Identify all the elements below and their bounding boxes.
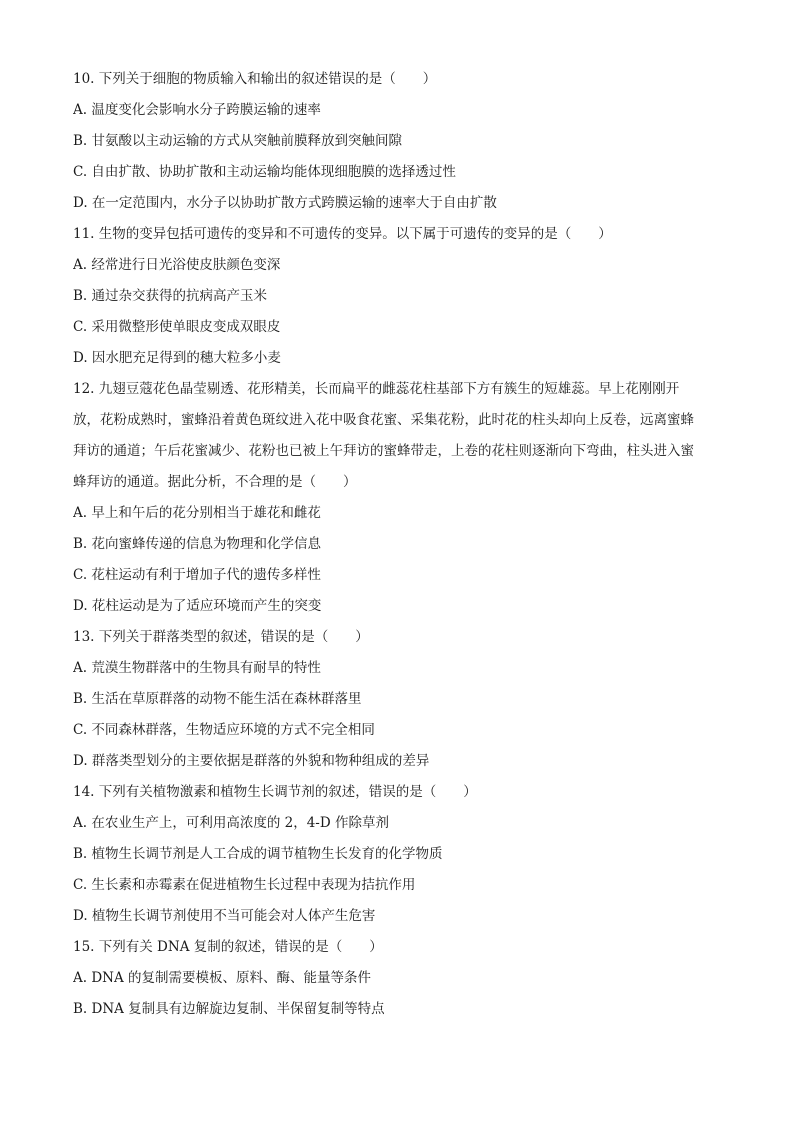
option-d: D. 在一定范围内，水分子以协助扩散方式跨膜运输的速率大于自由扩散	[73, 195, 497, 211]
option-b: B. 植物生长调节剂是人工合成的调节植物生长发育的化学物质	[73, 846, 443, 862]
stem-line: 蜂拜访的通道。据此分析，不合理的是（ ）	[73, 474, 357, 490]
option-a: A. 在农业生产上，可利用高浓度的 2，4-D 作除草剂	[73, 815, 389, 831]
option-c: C. 采用微整形使单眼皮变成双眼皮	[73, 319, 281, 335]
option-b: B. 甘氨酸以主动运输的方式从突触前膜释放到突触间隙	[73, 133, 403, 149]
option-a: A. 荒漠生物群落中的生物具有耐旱的特性	[73, 660, 321, 676]
question-stem: 14. 下列有关植物激素和植物生长调节剂的叙述，错误的是（ ）	[73, 784, 477, 800]
question-stem	[73, 374, 723, 498]
option-a: A. 经常进行日光浴使皮肤颜色变深	[73, 257, 281, 273]
option-d: D. 因水肥充足得到的穗大粒多小麦	[73, 350, 281, 366]
option-a: A. DNA 的复制需要模板、原料、酶、能量等条件	[73, 970, 372, 986]
option-c: C. 不同森林群落，生物适应环境的方式不完全相同	[73, 722, 375, 738]
question-10	[73, 64, 723, 219]
option-c: C. 生长素和赤霉素在促进植物生长过程中表现为拮抗作用	[73, 877, 416, 893]
option-b: B. 通过杂交获得的抗病高产玉米	[73, 288, 268, 304]
option-b: B. 生活在草原群落的动物不能生活在森林群落里	[73, 691, 362, 707]
question-13	[73, 622, 723, 777]
option-d: D. 植物生长调节剂使用不当可能会对人体产生危害	[73, 908, 376, 924]
option-d: D. 花柱运动是为了适应环境而产生的突变	[73, 598, 322, 614]
exam-page	[73, 64, 723, 1025]
stem-line: 12. 九翅豆蔻花色晶莹剔透、花形精美，长而扁平的雌蕊花柱基部下方有簇生的短雄蕊。早上花刚刚开	[73, 381, 680, 397]
option-c: C. 自由扩散、协助扩散和主动运输均能体现细胞膜的选择透过性	[73, 164, 456, 180]
option-b: B. 花向蜜蜂传递的信息为物理和化学信息	[73, 536, 322, 552]
option-b: B. DNA 复制具有边解旋边复制、半保留复制等特点	[73, 1001, 385, 1017]
question-12	[73, 374, 723, 622]
option-c: C. 花柱运动有利于增加子代的遗传多样性	[73, 567, 321, 583]
question-11	[73, 219, 723, 374]
option-a: A. 温度变化会影响水分子跨膜运输的速率	[73, 102, 321, 118]
question-stem: 13. 下列关于群落类型的叙述，错误的是（ ）	[73, 629, 369, 645]
question-stem: 15. 下列有关 DNA 复制的叙述，错误的是（ ）	[73, 939, 383, 955]
question-14	[73, 777, 723, 932]
stem-line: 放，花粉成熟时，蜜蜂沿着黄色斑纹进入花中吸食花蜜、采集花粉，此时花的柱头却向上反卷，远离蜜蜂	[73, 412, 694, 428]
question-stem: 11. 生物的变异包括可遗传的变异和不可遗传的变异。以下属于可遗传的变异的是（ ）	[73, 226, 612, 242]
question-15	[73, 932, 723, 1025]
option-d: D. 群落类型划分的主要依据是群落的外貌和物种组成的差异	[73, 753, 430, 769]
stem-line: 拜访的通道；午后花蜜减少、花粉也已被上午拜访的蜜蜂带走，上卷的花柱则逐渐向下弯曲，柱头进入蜜	[73, 443, 694, 459]
question-stem: 10. 下列关于细胞的物质输入和输出的叙述错误的是（ ）	[73, 71, 437, 87]
option-a: A. 早上和午后的花分别相当于雄花和雌花	[73, 505, 321, 521]
